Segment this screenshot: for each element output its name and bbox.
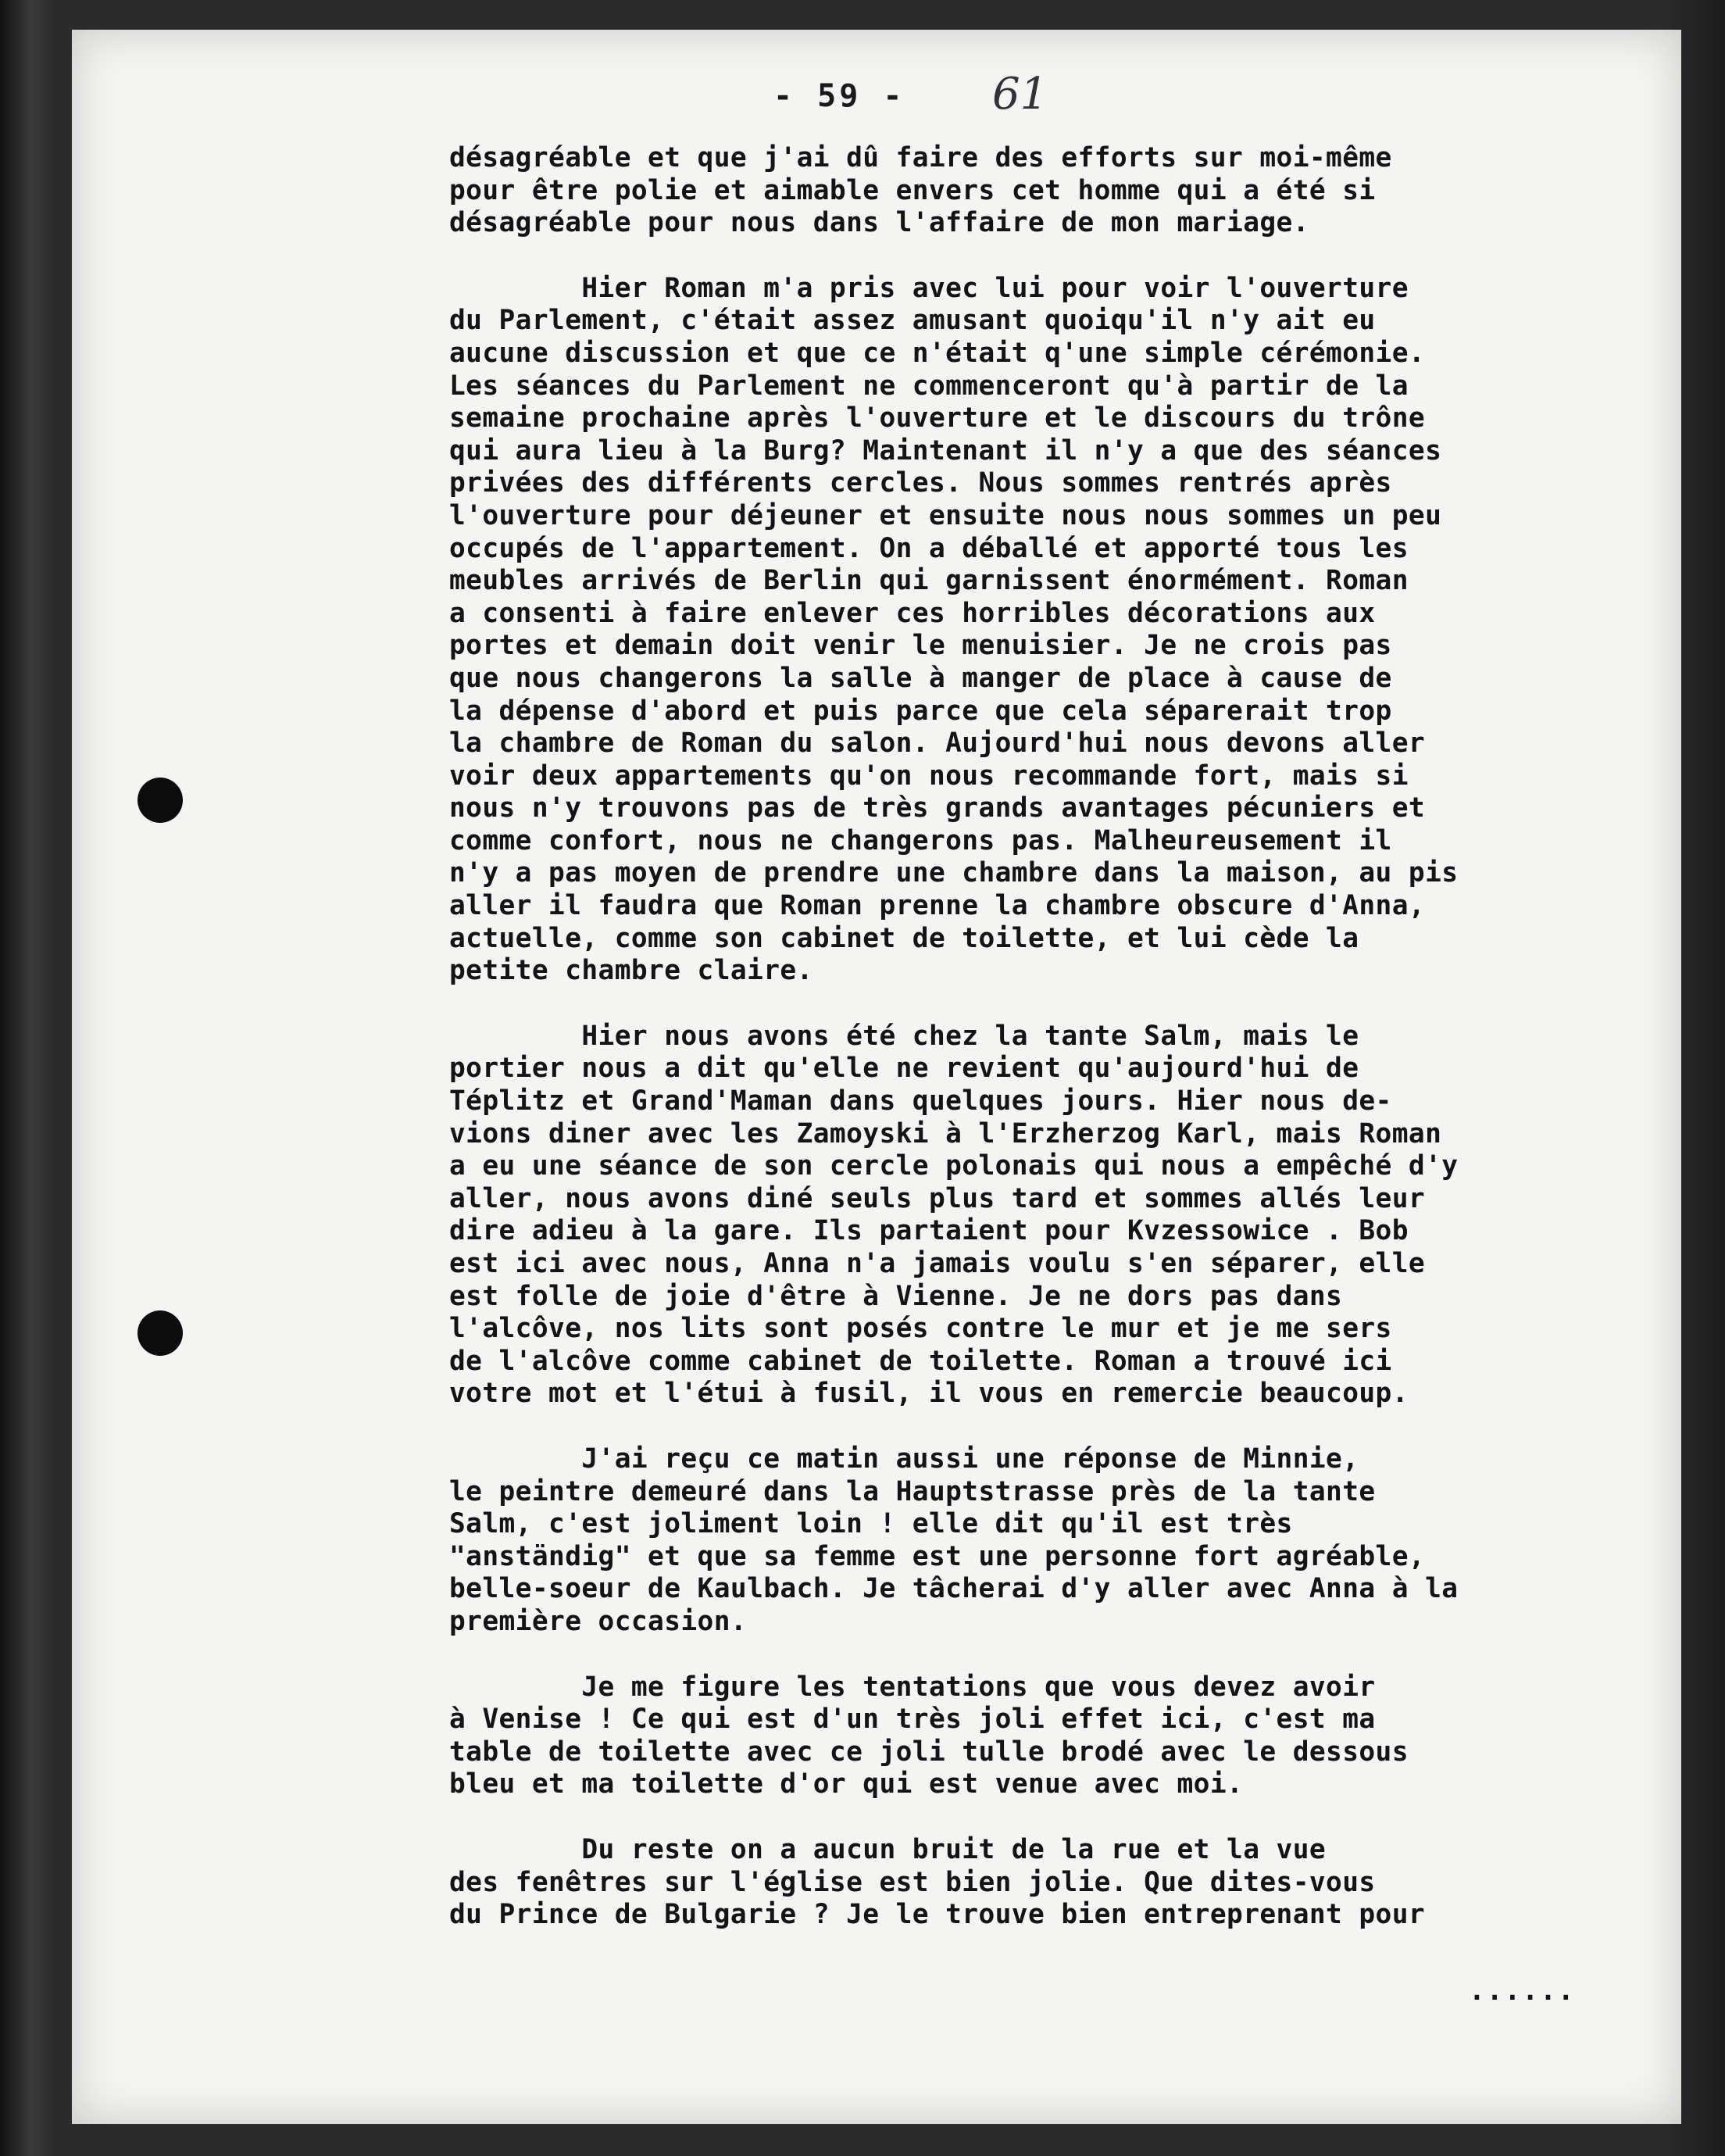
punch-hole-lower bbox=[138, 1310, 183, 1356]
paragraph-6: Du reste on a aucun bruit de la rue et la vue des fenêtres sur l'église est bien jolie. Que dites-vous du Prince de Bulgarie ? Je le trouve bien entreprenant pour bbox=[449, 1833, 1426, 1931]
page-number-handwritten: 61 bbox=[992, 69, 1048, 120]
punch-hole-upper bbox=[138, 778, 183, 823]
continuation-dots: ...... bbox=[1469, 1975, 1576, 2007]
letter-body bbox=[449, 142, 1668, 1932]
paragraph-1: désagréable et que j'ai dû faire des efforts sur moi-même pour être polie et aimable envers cet homme qui a été si désagréable pour nous dans l'affaire de mon mariage. bbox=[449, 142, 1392, 239]
paragraph-5: Je me figure les tentations que vous devez avoir à Venise ! Ce qui est d'un très joli effet ici, c'est ma table de toilette avec ce joli tulle brodé avec le dessous bleu et ma toilette d'or qui est venue avec moi. bbox=[449, 1671, 1409, 1800]
page-number-typed: - 59 - bbox=[773, 78, 905, 114]
paragraph-4: J'ai reçu ce matin aussi une réponse de Minnie, le peintre demeuré dans la Hauptstrasse près de la tante Salm, c'est joliment loin ! elle dit qu'il est très "anständig" et que sa femme est une personne fort agréable, belle-soeur de Kaulbach. Je tâcherai d'y aller avec Anna à la première occasion. bbox=[449, 1443, 1459, 1637]
paragraph-2: Hier Roman m'a pris avec lui pour voir l'ouverture du Parlement, c'était assez amusant quoiqu'il n'y ait eu aucune discussion et que ce n'était q'une simple cérémonie. Les séances du Parlement ne commenceront qu'à partir de la semaine prochaine après l'ouverture et le discours du trône qui aura lieu à la Burg? Maintenant il n'y a que des séances privées des différents cercles. Nous sommes rentrés après l'ouverture pour déjeuner et ensuite nous nous sommes un peu occupés de l'appartement. On a déballé et apporté tous les meubles arrivés de Berlin qui garnissent énormément. Roman a consenti à faire enlever ces horribles décorations aux portes et demain doit venir le menuisier. Je ne crois pas que nous changerons la salle à manger de place à cause de la dépense d'abord et puis parce que cela séparerait trop la chambre de Roman du salon. Aujourd'hui nous devons aller voir deux appartements qu'on nous recommande fort, mais si nous n'y trouvons pas de très grands avantages pécuniers et comme confort, nous ne changerons pas. Malheureusement il n'y a pas moyen de prendre une chambre dans la maison, au pis aller il faudra que Roman prenne la chambre obscure d'Anna, actuelle, comme son cabinet de toilette, et lui cède la petite chambre claire. bbox=[449, 272, 1459, 987]
paragraph-3: Hier nous avons été chez la tante Salm, mais le portier nous a dit qu'elle ne revient qu'aujourd'hui de Téplitz et Grand'Maman dans quelques jours. Hier nous de- vions diner avec les Zamoyski à l'Erzherzog Karl, mais Roman a eu une séance de son cercle polonais qui nous a empêché d'y aller, nous avons diné seuls plus tard et sommes allés leur dire adieu à la gare. Ils partaient pour Kvzessowice . Bob est ici avec nous, Anna n'a jamais voulu s'en séparer, elle est folle de joie d'être à Vienne. Je ne dors pas dans l'alcôve, nos lits sont posés contre le mur et je me sers de l'alcôve comme cabinet de toilette. Roman a trouvé ici votre mot et l'étui à fusil, il vous en remercie beaucoup. bbox=[449, 1020, 1459, 1410]
